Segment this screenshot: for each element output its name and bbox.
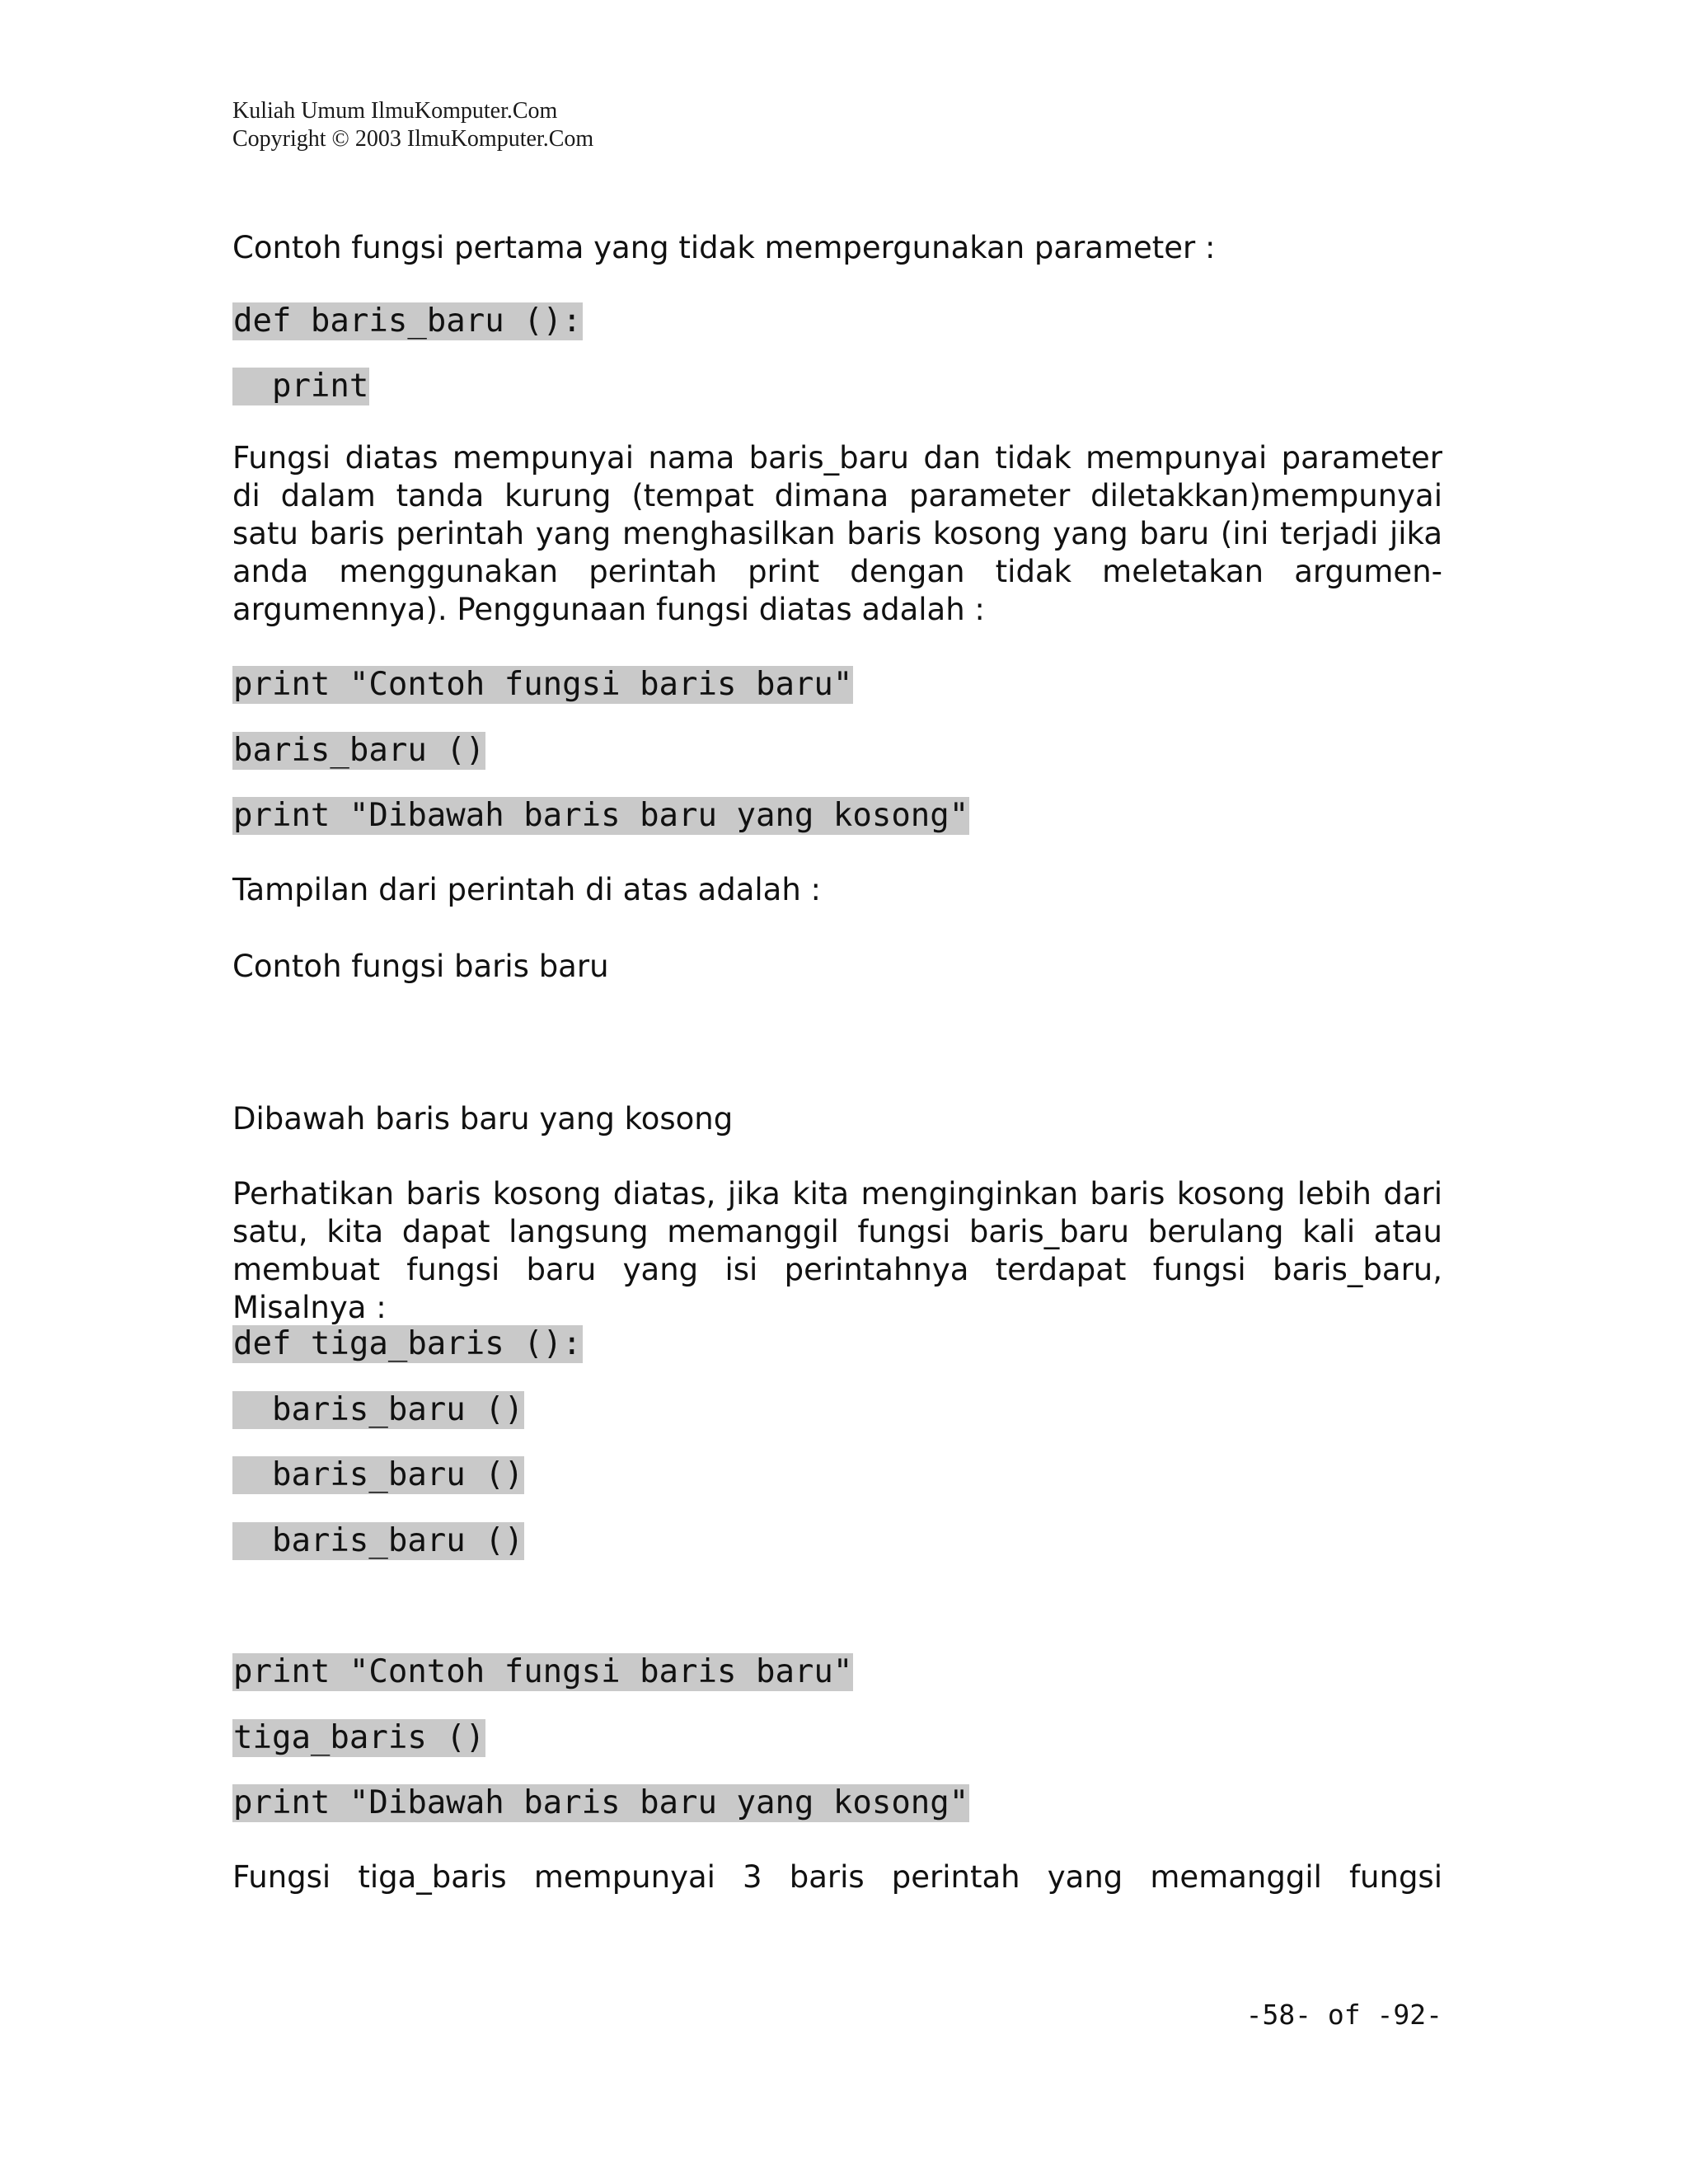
output-intro-paragraph: Tampilan dari perintah di atas adalah : (232, 872, 822, 907)
header-line-1: Kuliah Umum IlmuKomputer.Com (232, 98, 558, 124)
description-paragraph: Fungsi tiga_baris mempunyai 3 baris perintah yang memanggil fungsi (232, 1859, 1442, 1895)
code-line: print (233, 368, 369, 405)
output-line: Contoh fungsi baris baru (232, 949, 609, 984)
page-header (232, 97, 593, 153)
page-number: -58- of -92- (1245, 1999, 1442, 2031)
output-line: Dibawah baris baru yang kosong (232, 1101, 734, 1137)
code-line: baris_baru () (233, 1522, 524, 1559)
code-line: baris_baru () (233, 1456, 524, 1493)
code-line: def baris_baru (): (233, 302, 582, 340)
code-line: baris_baru () (233, 732, 485, 769)
code-line: print "Contoh fungsi baris baru" (233, 1653, 853, 1690)
code-line: print "Contoh fungsi baris baru" (233, 666, 853, 703)
code-line: print "Dibawah baris baru yang kosong" (233, 797, 969, 834)
header-line-2: Copyright © 2003 IlmuKomputer.Com (232, 126, 594, 152)
description-paragraph: Fungsi diatas mempunyai nama baris_baru dan tidak mempunyai parameter di dalam tanda kurung (tempat dimana parameter diletakkan)mempunyai satu baris perintah yang menghasilkan baris kosong yang baru (ini terjadi jika anda menggunakan perintah print dengan tidak meletakan argumen-argumennya). Penggunaan fungsi diatas adalah : (232, 440, 1442, 627)
code-line: baris_baru () (233, 1391, 524, 1428)
intro-paragraph: Contoh fungsi pertama yang tidak mempergunakan parameter : (232, 230, 1216, 265)
description-paragraph: Perhatikan baris kosong diatas, jika kita menginginkan baris kosong lebih dari satu, kita dapat langsung memanggil fungsi baris_baru berulang kali atau membuat fungsi baru yang isi perintahnya terdapat fungsi baris_baru, Misalnya : (232, 1176, 1442, 1325)
code-line: tiga_baris () (233, 1719, 485, 1756)
code-line: def tiga_baris (): (233, 1325, 582, 1362)
code-line: print "Dibawah baris baru yang kosong" (233, 1784, 969, 1821)
